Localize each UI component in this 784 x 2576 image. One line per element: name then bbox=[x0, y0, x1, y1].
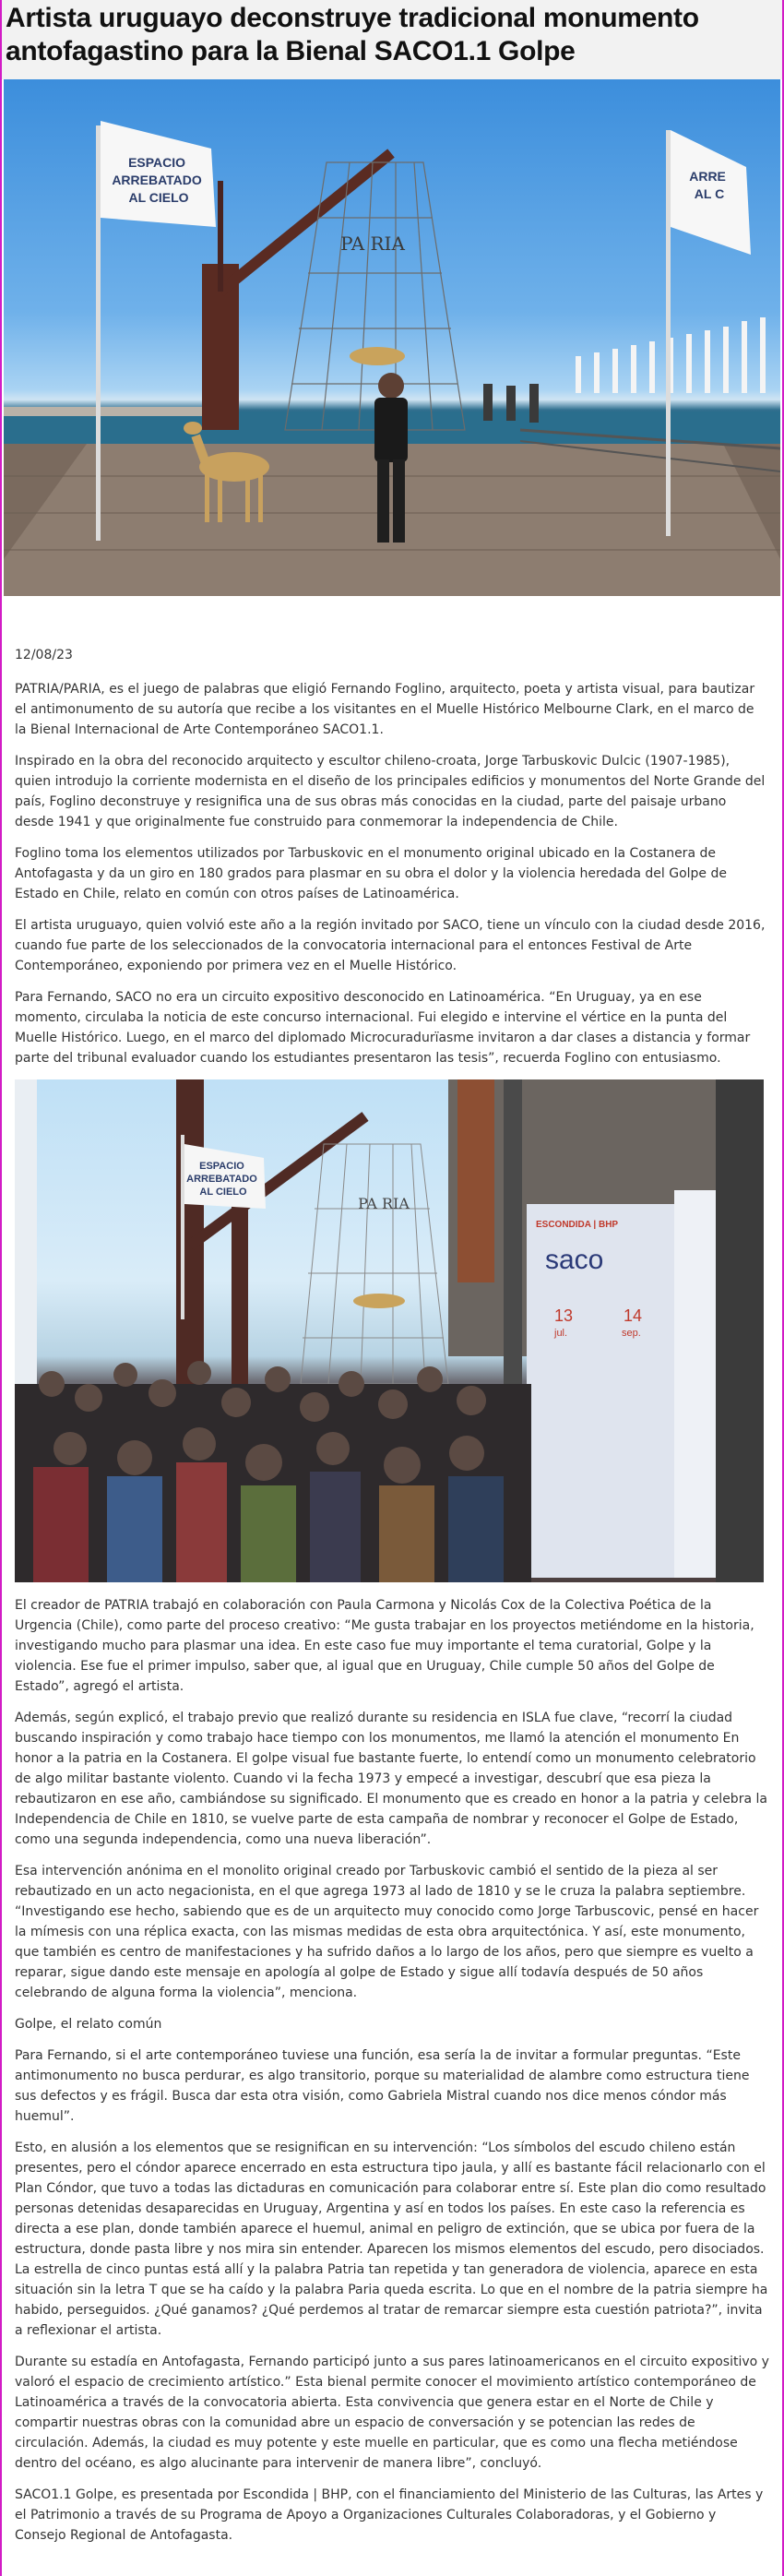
hero-flag-right-line-2: AL C bbox=[694, 186, 725, 201]
hero-flag-left-line-3: AL CIELO bbox=[128, 190, 189, 205]
paragraph: El creador de PATRIA trabajó en colaboración con Paula Carmona y Nicolás Cox de la Colectiva Poética de la Urgencia (Chile), como parte del proceso creativo: “Me gusta trabajar en los proyectos metiéndome en la historia, investigando mucho para plasmar una idea. En este caso fue muy importante el tema curatorial, Golpe y la violencia. Ese fue el primer impulso, saber que, al igual que en Uruguay, Chile cumple 50 años del Golpe de Estado”, agregó el artista. bbox=[15, 1598, 754, 1694]
banner-month-start: jul. bbox=[554, 1328, 568, 1339]
hero-flag-left-line-2: ARREBATADO bbox=[112, 173, 202, 187]
article-header bbox=[2, 0, 782, 79]
photo-flag-line-1: ESPACIO bbox=[199, 1161, 244, 1172]
paragraph: Para Fernando, si el arte contemporáneo tuviese una función, esa sería la de invitar a formular preguntas. “Este antimonumento no busca perdurar, es algo transitorio, porque su materialidad de alambre como estructura tiene sus defectos y es frágil. Busca dar esta otra visión, como Gabriela Mistral cuando nos dice menos cóndor más huemul”. bbox=[15, 2048, 750, 2124]
banner-brand: ESCONDIDA | BHP bbox=[536, 1220, 619, 1230]
crowd-photo bbox=[15, 1079, 764, 1582]
banner-date-end: 14 bbox=[624, 1306, 643, 1325]
hero-image bbox=[4, 79, 780, 596]
paragraph: Esa intervención anónima en el monolito original creado por Tarbuskovic cambió el sentido de la pieza al ser rebautizado en un acto negacionista, en el que agrega 1973 al lado de 1810 y se le cruza la palabra septiembre. “Investigando ese hecho, sabiendo que es de un arquitecto muy conocido como Jorge Tarbuscovic, pensé en hacer la mímesis con una réplica exacta, con las mismas medidas de esta obra arquitectónica. Y así, este monumento, que también es centro de manifestaciones y ha sufrido daños a lo largo de los años, pero que siempre es vuelto a reparar, sigue dando este mensaje en apología al golpe de Estado y sigue allí todavía después de 50 años celebrando de alguna forma la violencia”, menciona. bbox=[15, 1864, 759, 2000]
article-date: 12/08/23 bbox=[15, 648, 73, 662]
hero-sculpture-text: PA RIA bbox=[340, 233, 405, 255]
paragraph: Durante su estadía en Antofagasta, Fernando participó junto a sus pares latinoamericanos en el circuito expositivo y valoró el espacio de crecimiento artístico.” Esta bienal permite conocer el movimiento artístico contemporáneo de Latinoamérica a través de la convocatoria abierta. Esta convivencia que genera estar en el Norte de Chile y compartir nuestras obras con la comunidad abre un espacio de conversación y se potencian las redes de circulación. Además, la ciudad es muy potente y este muelle en particular, que es como una flecha metiéndose dentro del océano, es algo alucinante para intervenir de manera libre”, concluyó. bbox=[15, 2355, 769, 2471]
photo-flag-line-3: AL CIELO bbox=[199, 1187, 247, 1198]
banner-date-start: 13 bbox=[554, 1306, 574, 1325]
photo-flag-line-2: ARREBATADO bbox=[186, 1174, 257, 1185]
paragraph: Inspirado en la obra del reconocido arquitecto y escultor chileno-croata, Jorge Tarbuskovic Dulcic (1907-1985), quien introdujo la corriente modernista en el diseño de los principales edificios y monumentos del Norte Grande del país, Foglino deconstruye y resignifica una de sus obras más conocidas en la ciudad, parte del paisaje urbano desde 1941 y que originalmente fue construido para conmemorar la independencia de Chile. bbox=[15, 754, 766, 829]
hero-flag-right-line-1: ARRE bbox=[689, 169, 726, 184]
article-title: Artista uruguayo deconstruye tradicional monumento antofagastino para la Bienal SACO1.1 Golpe bbox=[6, 3, 699, 66]
hero-illustration bbox=[4, 79, 780, 596]
banner-logo: saco bbox=[545, 1245, 604, 1275]
photo-sculpture-text: PA RIA bbox=[358, 1195, 410, 1212]
paragraph: Foglino toma los elementos utilizados por Tarbuskovic en el monumento original ubicado en la Costanera de Antofagasta y da un giro en 180 grados para plasmar en su obra el dolor y la violencia heredada del Golpe de Estado en Chile, relato en común con otros países de Latinoamérica. bbox=[15, 846, 727, 901]
banner-month-end: sep. bbox=[622, 1328, 641, 1339]
paragraph: Esto, en alusión a los elementos que se resignifican en su intervención: “Los símbolos del escudo chileno están presentes, pero el cóndor aparece encerrado en esta estructura tipo jaula, y allí es bastante fácil relacionarlo con el Plan Cóndor, que tuvo a todas las dictaduras en comunicación para colaborar entre sí. Este plan dio como resultado personas detenidas desaparecidas en Uruguay, Argentina y así en todos los países. En este caso la referencia es directa a ese plan, donde también aparece el huemul, animal en peligro de extinción, que se ubica por fuera de la estructura, donde pasta libre y nos mira sin entender. Aparecen los mismos elementos del escudo, pero disociados. La estrella de cinco puntas está allí y la palabra Patria tan repetida y tan generadora de violencia, aparece en esta situación sin la letra T que se ha caído y la palabra Paria queda escrita. Lo que en el nombre de la patria siempre ha habido, perseguidos. ¿Qué ganamos? ¿Qué perdemos al tratar de remarcar siempre esta cuestión patriota?”, invita a reflexionar el artista. bbox=[15, 2141, 768, 2338]
article-body bbox=[2, 648, 782, 2546]
paragraph: Además, según explicó, el trabajo previo que realizó durante su residencia en ISLA fue clave, “recorrí la ciudad buscando inspiración y como trabajo hace tiempo con los monumentos, me llamó la atención el monumento En honor a la patria en la Costanera. El golpe visual fue bastante fuerte, lo entendí como un monumento celebratorio de algo militar bastante violento. Cuando vi la fecha 1973 y empecé a investigar, descubrí que esa pieza la rebautizaron en ese año, cambiándose su significado. El monumento que es creado en honor a la patria y celebra la Independencia de Chile en 1810, se vuelve parte de esta campaña de nombrar y reconocer el Golpe de Estado, como una segunda independencia, como una nueva liberación”. bbox=[15, 1711, 767, 1847]
hero-flag-left-line-1: ESPACIO bbox=[128, 155, 186, 170]
crowd-illustration bbox=[15, 1079, 764, 1582]
paragraph: SACO1.1 Golpe, es presentada por Escondida | BHP, con el financiamiento del Ministerio de las Culturas, las Artes y el Patrimonio a través de su Programa de Apoyo a Organizaciones Culturales Colaboradoras, y el Gobierno y Consejo Regional de Antofagasta. bbox=[15, 2487, 764, 2543]
paragraph: PATRIA/PARIA, es el juego de palabras que eligió Fernando Foglino, arquitecto, poeta y artista visual, para bautizar el antimonumento de su autoría que recibe a los visitantes en el Muelle Histórico Melbourne Clark, en el marco de la Bienal Internacional de Arte Contemporáneo SACO1.1. bbox=[15, 682, 755, 737]
section-subheading: Golpe, el relato común bbox=[15, 2017, 162, 2032]
paragraph: El artista uruguayo, quien volvió este año a la región invitado por SACO, tiene un vínculo con la ciudad desde 2016, cuando fue parte de los seleccionados de la convocatoria internacional para el entonces Festival de Arte Contemporáneo, exponiendo por primera vez en el Muelle Histórico. bbox=[15, 918, 766, 973]
paragraph: Para Fernando, SACO no era un circuito expositivo desconocido en Latinoamérica. “En Uruguay, ya en ese momento, circulaba la noticia de este concurso internacional. Fui elegido e intervine el vértice en la punta del Muelle Histórico. Luego, en el marco del diplomado Microcuradurïasme invitaron a dar clases a distancia y formar parte del tribunal evaluador cuando los estudiantes presentaron las tesis”, recuerda Foglino con entusiasmo. bbox=[15, 990, 751, 1066]
